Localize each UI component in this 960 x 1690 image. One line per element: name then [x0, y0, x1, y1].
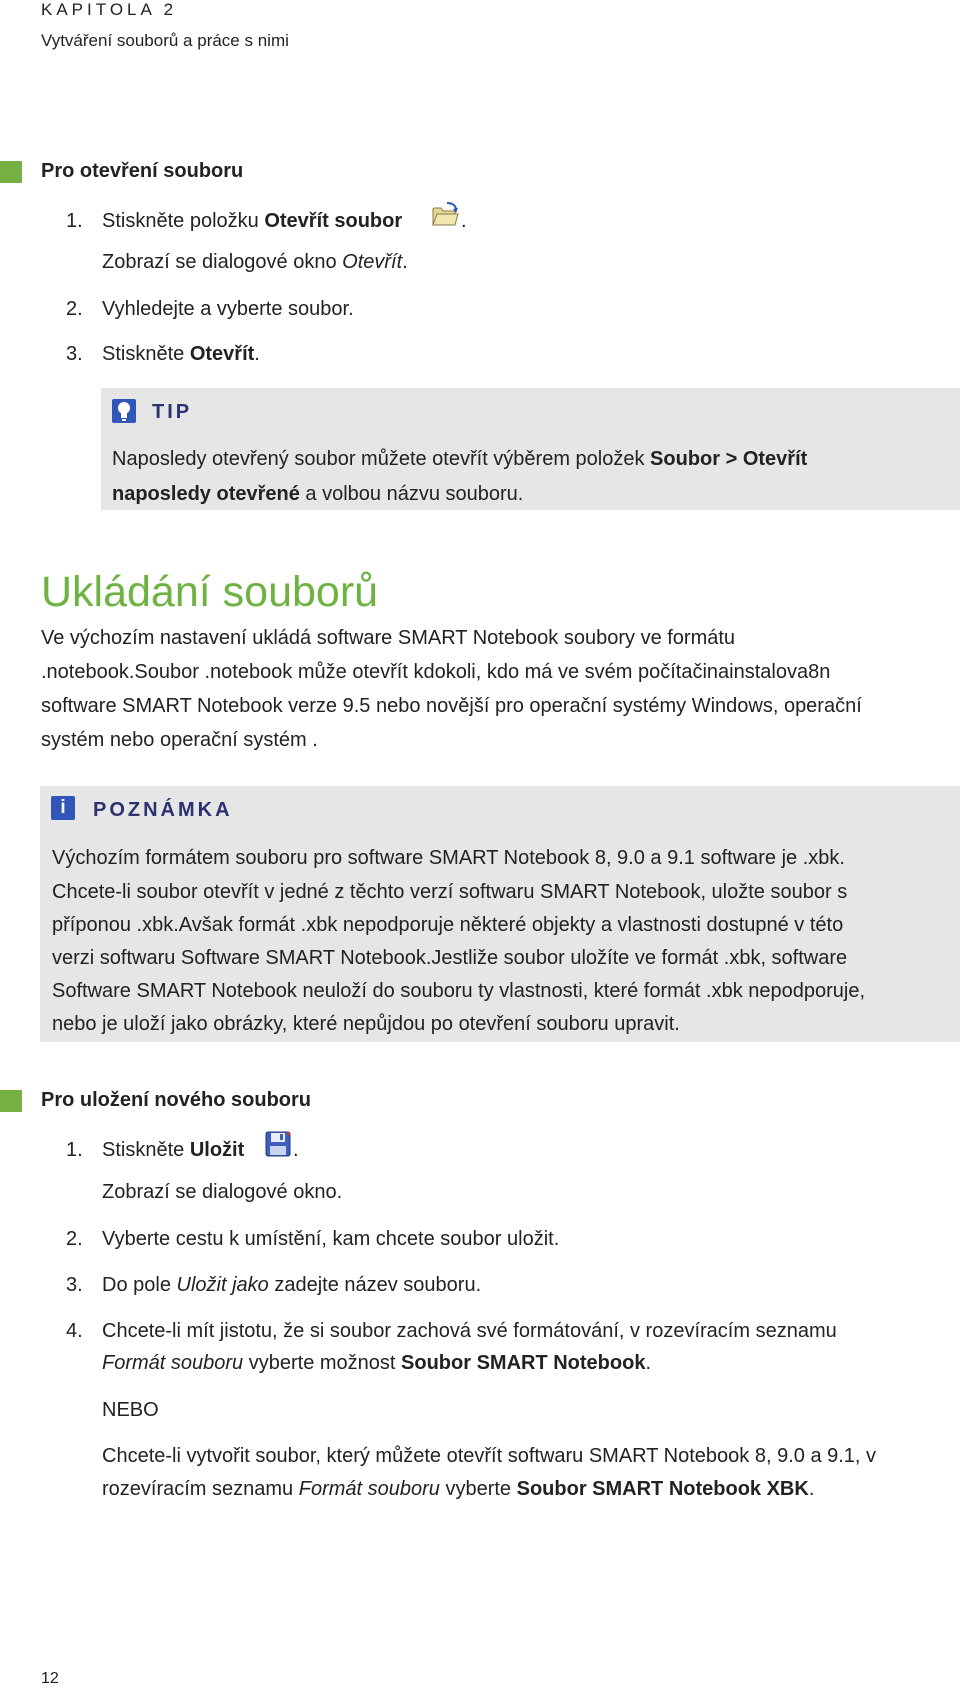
- note-line: příponou .xbk.Avšak formát .xbk nepodporuje některé objekty a vlastnosti dostupné v této: [52, 914, 844, 936]
- save-step-4-line-2: Formát souboru vyberte možnost Soubor SMART Notebook.: [102, 1352, 652, 1374]
- note-line: verzi softwaru Software SMART Notebook.Jestliže soubor uložíte ve formát .xbk, software: [52, 947, 848, 969]
- step-number: 3.: [66, 343, 83, 365]
- save-step-2: Vyberte cestu k umístění, kam chcete soubor uložit.: [102, 1228, 560, 1250]
- section-heading: Ukládání souborů: [41, 568, 379, 616]
- save-step-4-alt-line-2: rozevíracím seznamu Formát souboru vyberte Soubor SMART Notebook XBK.: [102, 1478, 815, 1500]
- open-step-2: Vyhledejte a vyberte soubor.: [102, 298, 354, 320]
- step-number: 1.: [66, 210, 83, 232]
- tip-label: TIP: [152, 401, 193, 423]
- page-number: 12: [41, 1670, 59, 1687]
- lightbulb-icon: [112, 399, 136, 423]
- save-step-3: Do pole Uložit jako zadejte název souboru.: [102, 1274, 482, 1296]
- chapter-label: KAPITOLA 2: [41, 0, 178, 19]
- save-step-4-alt-line-1: Chcete-li vytvořit soubor, který můžete otevřít softwaru SMART Notebook 8, 9.0 a 9.1, v: [102, 1445, 877, 1467]
- step-number: 2.: [66, 298, 83, 320]
- note-line: nebo je uloží jako obrázky, které nepůjdou po otevření souboru upravit.: [52, 1013, 680, 1035]
- open-procedure-title: Pro otevření souboru: [41, 160, 244, 182]
- procedure-marker: [0, 161, 22, 183]
- folder-open-icon: [431, 201, 459, 227]
- section-paragraph-line: systém nebo operační systém .: [41, 729, 318, 751]
- note-line: Výchozím formátem souboru pro software SMART Notebook 8, 9.0 a 9.1 software je .xbk.: [52, 847, 845, 869]
- chapter-subtitle: Vytváření souborů a práce s nimi: [41, 31, 289, 50]
- step-number: 3.: [66, 1274, 83, 1296]
- save-step-1-result: Zobrazí se dialogové okno.: [102, 1181, 343, 1203]
- step-number: 4.: [66, 1320, 83, 1342]
- tip-line-1: Naposledy otevřený soubor můžete otevřít výběrem položek Soubor > Otevřít: [112, 448, 808, 470]
- save-step-1: Stiskněte Uložit: [102, 1139, 245, 1161]
- step-number: 2.: [66, 1228, 83, 1250]
- save-step-4-line-1: Chcete-li mít jistotu, že si soubor zachová své formátování, v rozevíracím seznamu: [102, 1320, 837, 1342]
- open-step-1: Stiskněte položku Otevřít soubor: [102, 210, 403, 232]
- save-step-4-or: NEBO: [102, 1399, 159, 1421]
- save-procedure-title: Pro uložení nového souboru: [41, 1089, 311, 1111]
- note-label: POZNÁMKA: [93, 799, 233, 821]
- section-paragraph-line: Ve výchozím nastavení ukládá software SMART Notebook soubory ve formátu: [41, 627, 736, 649]
- section-paragraph-line: .notebook.Soubor .notebook může otevřít kdokoli, kdo má ve svém počítačinainstalova8n: [41, 661, 831, 683]
- info-icon: i: [51, 796, 75, 820]
- note-line: Software SMART Notebook neuloží do souboru ty vlastnosti, které formát .xbk nepodporuje,: [52, 980, 866, 1002]
- save-step-1-period: .: [293, 1139, 299, 1161]
- tip-line-2: naposledy otevřené a volbou názvu souboru.: [112, 483, 524, 505]
- procedure-marker: [0, 1090, 22, 1112]
- section-paragraph-line: software SMART Notebook verze 9.5 nebo novější pro operační systémy Windows, operační: [41, 695, 862, 717]
- open-step-1-result: Zobrazí se dialogové okno Otevřít.: [102, 251, 408, 273]
- open-step-1-period: .: [461, 210, 467, 232]
- note-line: Chcete-li soubor otevřít v jedné z těchto verzí softwaru SMART Notebook, uložte soubor s: [52, 881, 848, 903]
- step-number: 1.: [66, 1139, 83, 1161]
- floppy-disk-icon: [265, 1131, 291, 1157]
- open-step-3: Stiskněte Otevřít.: [102, 343, 260, 365]
